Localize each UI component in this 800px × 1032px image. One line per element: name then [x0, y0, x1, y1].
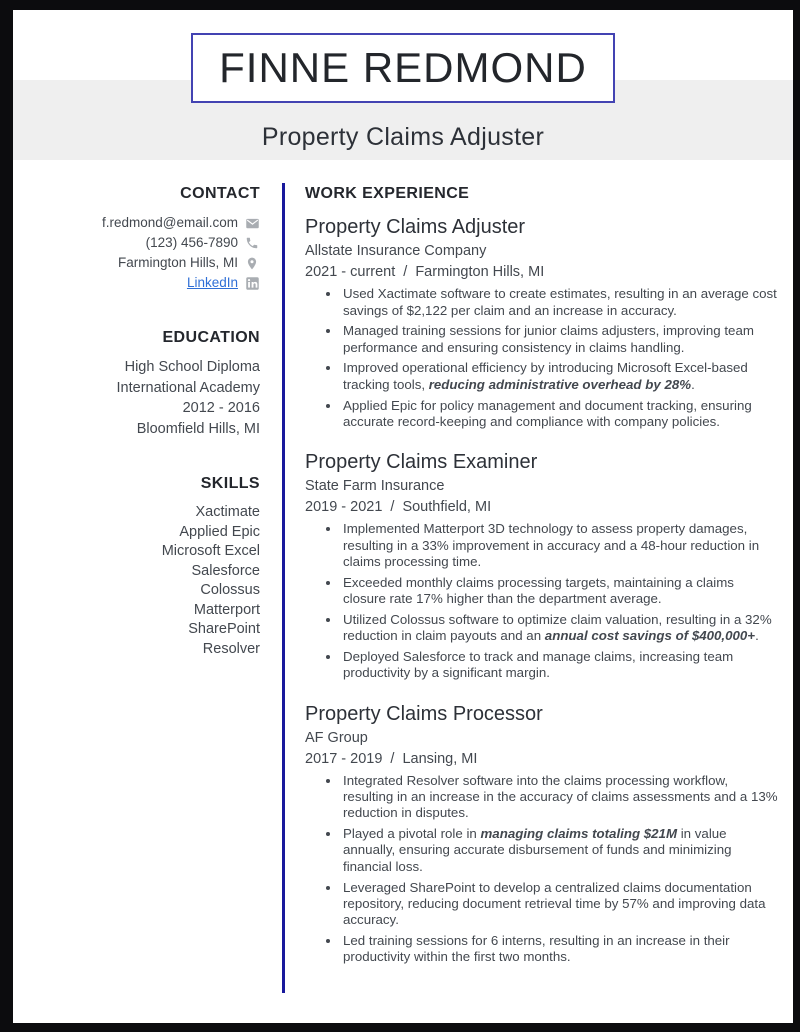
sidebar [13, 160, 282, 993]
contact-item [23, 253, 260, 273]
job-bullet [341, 286, 779, 319]
job-bullet [341, 826, 779, 875]
job-bullets [305, 773, 779, 966]
job-bullet [341, 880, 779, 929]
job-location: Farmington Hills, MI [415, 264, 545, 281]
contact-text: f.redmond@email.com [101, 215, 238, 230]
jobs-list [305, 216, 779, 966]
bullet-text: Integrated Resolver software into the claims processing workflow, resulting in an increase in the accuracy of claims assessments and a 13% reduction in disputes. [343, 772, 778, 821]
phone-icon [245, 236, 260, 251]
work-experience-section [285, 160, 793, 993]
education-dates: 2012 - 2016 [182, 400, 260, 416]
bullet-text: Applied Epic for policy management and document tracking, ensuring accurate record-keeping and compliance with company policies. [343, 397, 752, 429]
job-bullet [341, 933, 779, 966]
job-meta-separator: / [403, 264, 408, 281]
job-bullets [305, 286, 779, 430]
job-entry [305, 703, 779, 966]
job-bullet [341, 773, 779, 822]
job-meta [305, 498, 779, 516]
skill-item: Microsoft Excel [161, 543, 260, 559]
resume-header [13, 10, 793, 160]
bullet-text: Played a pivotal role in [343, 826, 481, 842]
contact-list [23, 213, 260, 293]
contact-item [23, 213, 260, 233]
skill-item: Xactimate [195, 504, 260, 520]
name-box [191, 33, 615, 103]
bullet-text: Implemented Matterport 3D technology to assess property damages, resulting in a 33% improvement in accuracy and a 48-hour reduction in claims processing time. [343, 521, 760, 569]
job-company: State Farm Insurance [305, 478, 445, 495]
bullet-text: Leveraged SharePoint to develop a centralized claims documentation repository, reducing document retrieval time by 57% and improving data accuracy. [343, 879, 766, 928]
job-bullet [341, 323, 779, 356]
page-subtitle: Property Claims Adjuster [261, 122, 545, 151]
skills-list [23, 503, 260, 659]
bullet-text: Deployed Salesforce to track and manage claims, increasing team productivity by a significant margin. [343, 648, 734, 681]
contact-text: (123) 456-7890 [145, 235, 238, 250]
job-bullet [341, 612, 779, 645]
job-title: Property Claims Examiner [305, 451, 538, 474]
skill-item: Salesforce [191, 562, 260, 579]
job-bullet [341, 575, 779, 608]
contact-heading: CONTACT [180, 185, 260, 202]
job-company: AF Group [305, 729, 368, 746]
education-degree: High School Diploma [124, 359, 260, 375]
job-location: Southfield, MI [402, 499, 492, 516]
job-title: Property Claims Adjuster [305, 216, 526, 238]
job-bullet [341, 360, 779, 393]
contact-item [23, 273, 260, 293]
linkedin-icon [245, 276, 260, 291]
bullet-emphasis-text: managing claims totaling $21M [480, 826, 678, 842]
skill-item: Resolver [202, 640, 260, 657]
contact-item [23, 233, 260, 253]
location-pin-icon [245, 256, 260, 271]
skill-item: SharePoint [188, 621, 260, 637]
bullet-text: in value annually, ensuring accurate disbursement of funds and minimizing financial loss. [343, 826, 732, 874]
work-experience-heading: WORK EXPERIENCE [305, 185, 470, 202]
education-location: Bloomfield Hills, MI [136, 420, 260, 437]
bullet-text: . [755, 628, 759, 644]
envelope-icon [245, 216, 260, 231]
skills-heading: SKILLS [200, 475, 260, 492]
job-dates: 2021 - current [305, 264, 396, 281]
education-section [23, 329, 260, 439]
skill-item: Colossus [200, 582, 260, 598]
bullet-text: Led training sessions for 6 interns, resulting in an increase in their productivity within the first two months. [343, 932, 730, 965]
bullet-text: Improved operational efficiency by introducing Microsoft Excel-based tracking tools, [343, 360, 748, 392]
bullet-text: Managed training sessions for junior claims adjusters, improving team performance and ensuring consistency in claims handling. [343, 323, 754, 355]
job-dates: 2017 - 2019 [305, 750, 383, 767]
contact-text: Farmington Hills, MI [117, 255, 238, 270]
bullet-text: Utilized Colossus software to optimize claim valuation, resulting in a 32% reduction in claim payouts and an [343, 611, 772, 644]
job-bullets [305, 521, 779, 681]
job-bullet [341, 649, 779, 682]
job-dates: 2019 - 2021 [305, 499, 383, 516]
body-columns [13, 160, 793, 993]
skills-section [23, 475, 260, 659]
skill-item: Matterport [193, 601, 260, 618]
job-meta-separator: / [390, 499, 395, 516]
job-entry [305, 216, 779, 430]
education-heading: EDUCATION [162, 329, 260, 346]
bullet-emphasis-text: reducing administrative overhead by 28% [428, 376, 692, 392]
bullet-text: Used Xactimate software to create estimates, resulting in an average cost savings of $2,122 per claim and an increase in accuracy. [343, 286, 777, 318]
skill-item: Applied Epic [179, 523, 260, 540]
bullet-text: . [691, 376, 695, 392]
job-meta-separator: / [390, 750, 395, 767]
job-meta [305, 263, 779, 281]
job-entry [305, 451, 779, 681]
job-location: Lansing, MI [402, 750, 478, 767]
education-school: International Academy [116, 379, 260, 396]
job-meta [305, 750, 779, 768]
job-bullet [341, 398, 779, 431]
contact-section [23, 185, 260, 293]
job-company: Allstate Insurance Company [305, 243, 487, 259]
bullet-text: Exceeded monthly claims processing targets, maintaining a claims closure rate 17% higher than the department average. [343, 574, 734, 607]
linkedin-link[interactable]: LinkedIn [186, 275, 238, 290]
job-bullet [341, 521, 779, 570]
job-title: Property Claims Processor [305, 702, 543, 725]
bullet-emphasis-text: annual cost savings of $400,000+ [544, 628, 756, 644]
candidate-name: FINNE REDMOND [219, 44, 587, 91]
